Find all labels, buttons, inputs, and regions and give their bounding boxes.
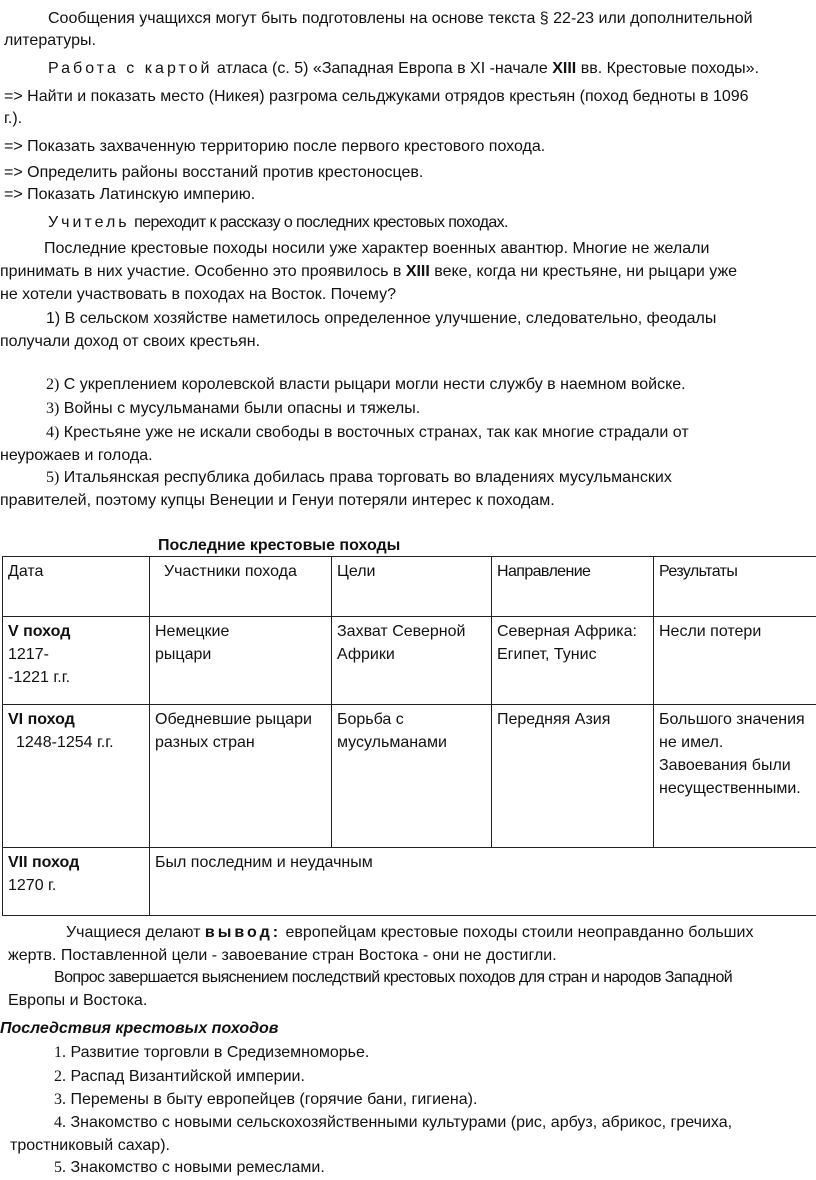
map-work-century: XIII: [552, 60, 577, 77]
item-text: Перемены в быту европейцев (горячие бани, гигиена).: [66, 1091, 478, 1108]
task-line: => Показать захваченную территорию после первого крестового похода.: [4, 138, 546, 155]
teacher-label: Учитель: [48, 214, 130, 231]
cell-direction: Северная Африка: Египет, Тунис: [492, 617, 654, 705]
crusade-years: 1270 г.: [8, 877, 57, 894]
consequence-item: [54, 1157, 325, 1179]
paragraph-line: не хотели участвовать в походах на Восток. Почему?: [0, 286, 396, 303]
paragraph-text: веке, когда ни крестьяне, ни рыцари уже: [429, 263, 738, 280]
cell-direction: Передняя Азия: [492, 705, 654, 848]
consequence-item-cont: тростниковый сахар).: [10, 1137, 170, 1154]
task-line: => Найти и показать место (Никея) разгрома сельджуками отрядов крестьян (поход бедноты в 1096: [4, 88, 749, 105]
table-row: [3, 617, 816, 705]
conclusion-line: [66, 922, 753, 944]
reason-text: С укреплением королевской власти рыцари могли нести службу в наемном войске.: [59, 376, 686, 393]
reason-5-cont: правителей, поэтому купцы Венеции и Генуи потеряли интерес к походам.: [0, 492, 555, 509]
item-text: Знакомство с новыми ремеслами.: [66, 1159, 325, 1176]
paragraph-line: [0, 261, 737, 283]
item-number: 1.: [54, 1044, 66, 1061]
reason-number: 2): [46, 376, 60, 393]
cell-date: [3, 848, 150, 916]
item-text: Знакомство с новыми сельскохозяйственными культурами (рис, арбуз, абрикос, гречиха,: [66, 1114, 733, 1131]
crusade-name: VI поход: [8, 711, 75, 728]
consequences-heading: Последствия крестовых походов: [0, 1020, 279, 1037]
header-date: Дата: [3, 557, 150, 617]
cell-date: [3, 705, 150, 848]
conclusion-label: вывод:: [204, 924, 282, 941]
consequence-item: [54, 1042, 369, 1064]
header-participants: Участники похода: [150, 557, 332, 617]
paragraph-line: Последние крестовые походы носили уже характер военных авантюр. Многие не желали: [44, 240, 710, 257]
item-text: Распад Византийской империи.: [66, 1068, 305, 1085]
crusade-name: VII поход: [8, 854, 80, 871]
cell-merged-result: Был последним и неудачным: [150, 848, 816, 916]
teacher-line: [48, 212, 508, 234]
consequence-item: [54, 1066, 305, 1088]
conclusion-line: Вопрос завершается выяснением последствий крестовых походов для стран и народов Западной: [54, 969, 733, 986]
reason-5: [46, 467, 672, 489]
cell-date: [3, 617, 150, 705]
intro-line: Сообщения учащихся могут быть подготовлены на основе текста § 22-23 или дополнительной: [48, 10, 753, 27]
table-row: [3, 705, 816, 848]
paragraph-text: принимать в них участие. Особенно это проявилось в: [0, 263, 406, 280]
table-header-row: [3, 557, 816, 617]
consequence-item: [54, 1089, 477, 1111]
map-work-line: [48, 58, 759, 80]
cell-results: Большого значения не имел. Завоевания были несущественными.: [654, 705, 816, 848]
table-title: Последние крестовые походы: [158, 537, 401, 554]
map-work-text-end: вв. Крестовые походы».: [576, 60, 760, 77]
crusade-years: 1248-1254 г.г.: [16, 734, 114, 751]
conclusion-line: жертв. Поставленной цели - завоевание стран Востока - они не достигли.: [8, 947, 557, 964]
reason-4-cont: неурожаев и голода.: [0, 447, 153, 464]
reason-text: Итальянская республика добилась права торговать во владениях мусульманских: [59, 469, 672, 486]
cell-participants: Немецкие рыцари: [150, 617, 332, 705]
cell-results: Несли потери: [654, 617, 816, 705]
item-number: 2.: [54, 1068, 66, 1085]
header-results: Результаты: [654, 557, 816, 617]
reason-1: 1) В сельском хозяйстве наметилось определенное улучшение, следовательно, феодалы: [46, 310, 717, 327]
reason-number: 5): [46, 469, 60, 486]
conclusion-text: Учащиеся делают: [66, 924, 205, 941]
task-line: => Показать Латинскую империю.: [4, 186, 256, 203]
reason-number: 3): [46, 400, 60, 417]
cell-participants: Обедневшие рыцари разных стран: [150, 705, 332, 848]
conclusion-line: Европы и Востока.: [8, 992, 148, 1009]
item-number: 4.: [54, 1114, 66, 1131]
paragraph-century: XIII: [405, 263, 430, 280]
cell-goals: Борьба с мусульманами: [332, 705, 492, 848]
crusade-years: 1217- -1221 г.г.: [8, 646, 71, 686]
header-goals: Цели: [332, 557, 492, 617]
cell-goals: Захват Северной Африки: [332, 617, 492, 705]
task-line: г.).: [4, 110, 23, 127]
map-work-label: Работа с картой: [48, 60, 213, 77]
item-number: 5.: [54, 1159, 66, 1176]
table-row: [3, 848, 816, 916]
reason-text: Войны с мусульманами были опасны и тяжелы.: [59, 400, 421, 417]
item-text: Развитие торговли в Средиземноморье.: [66, 1044, 370, 1061]
intro-line: литературы.: [4, 32, 96, 49]
conclusion-text: европейцам крестовые походы стоили неоправданно больших: [281, 924, 754, 941]
map-work-text: атласа (с. 5) «Западная Европа в XI -начале: [216, 60, 553, 77]
reason-1-cont: получали доход от своих крестьян.: [0, 333, 261, 350]
crusades-table: [2, 556, 816, 916]
crusade-name: V поход: [8, 623, 71, 640]
reason-4: [46, 422, 689, 444]
reason-text: Крестьяне уже не искали свободы в восточных странах, так как многие страдали от: [59, 424, 689, 441]
reason-3: [46, 398, 420, 420]
consequence-item: [54, 1112, 732, 1134]
task-line: => Определить районы восстаний против крестоносцев.: [4, 164, 424, 181]
teacher-text: переходит к рассказу о последних крестовых походах.: [134, 214, 508, 231]
header-direction: Направление: [492, 557, 654, 617]
reason-2: [46, 374, 686, 396]
reason-number: 4): [46, 424, 60, 441]
item-number: 3.: [54, 1091, 66, 1108]
